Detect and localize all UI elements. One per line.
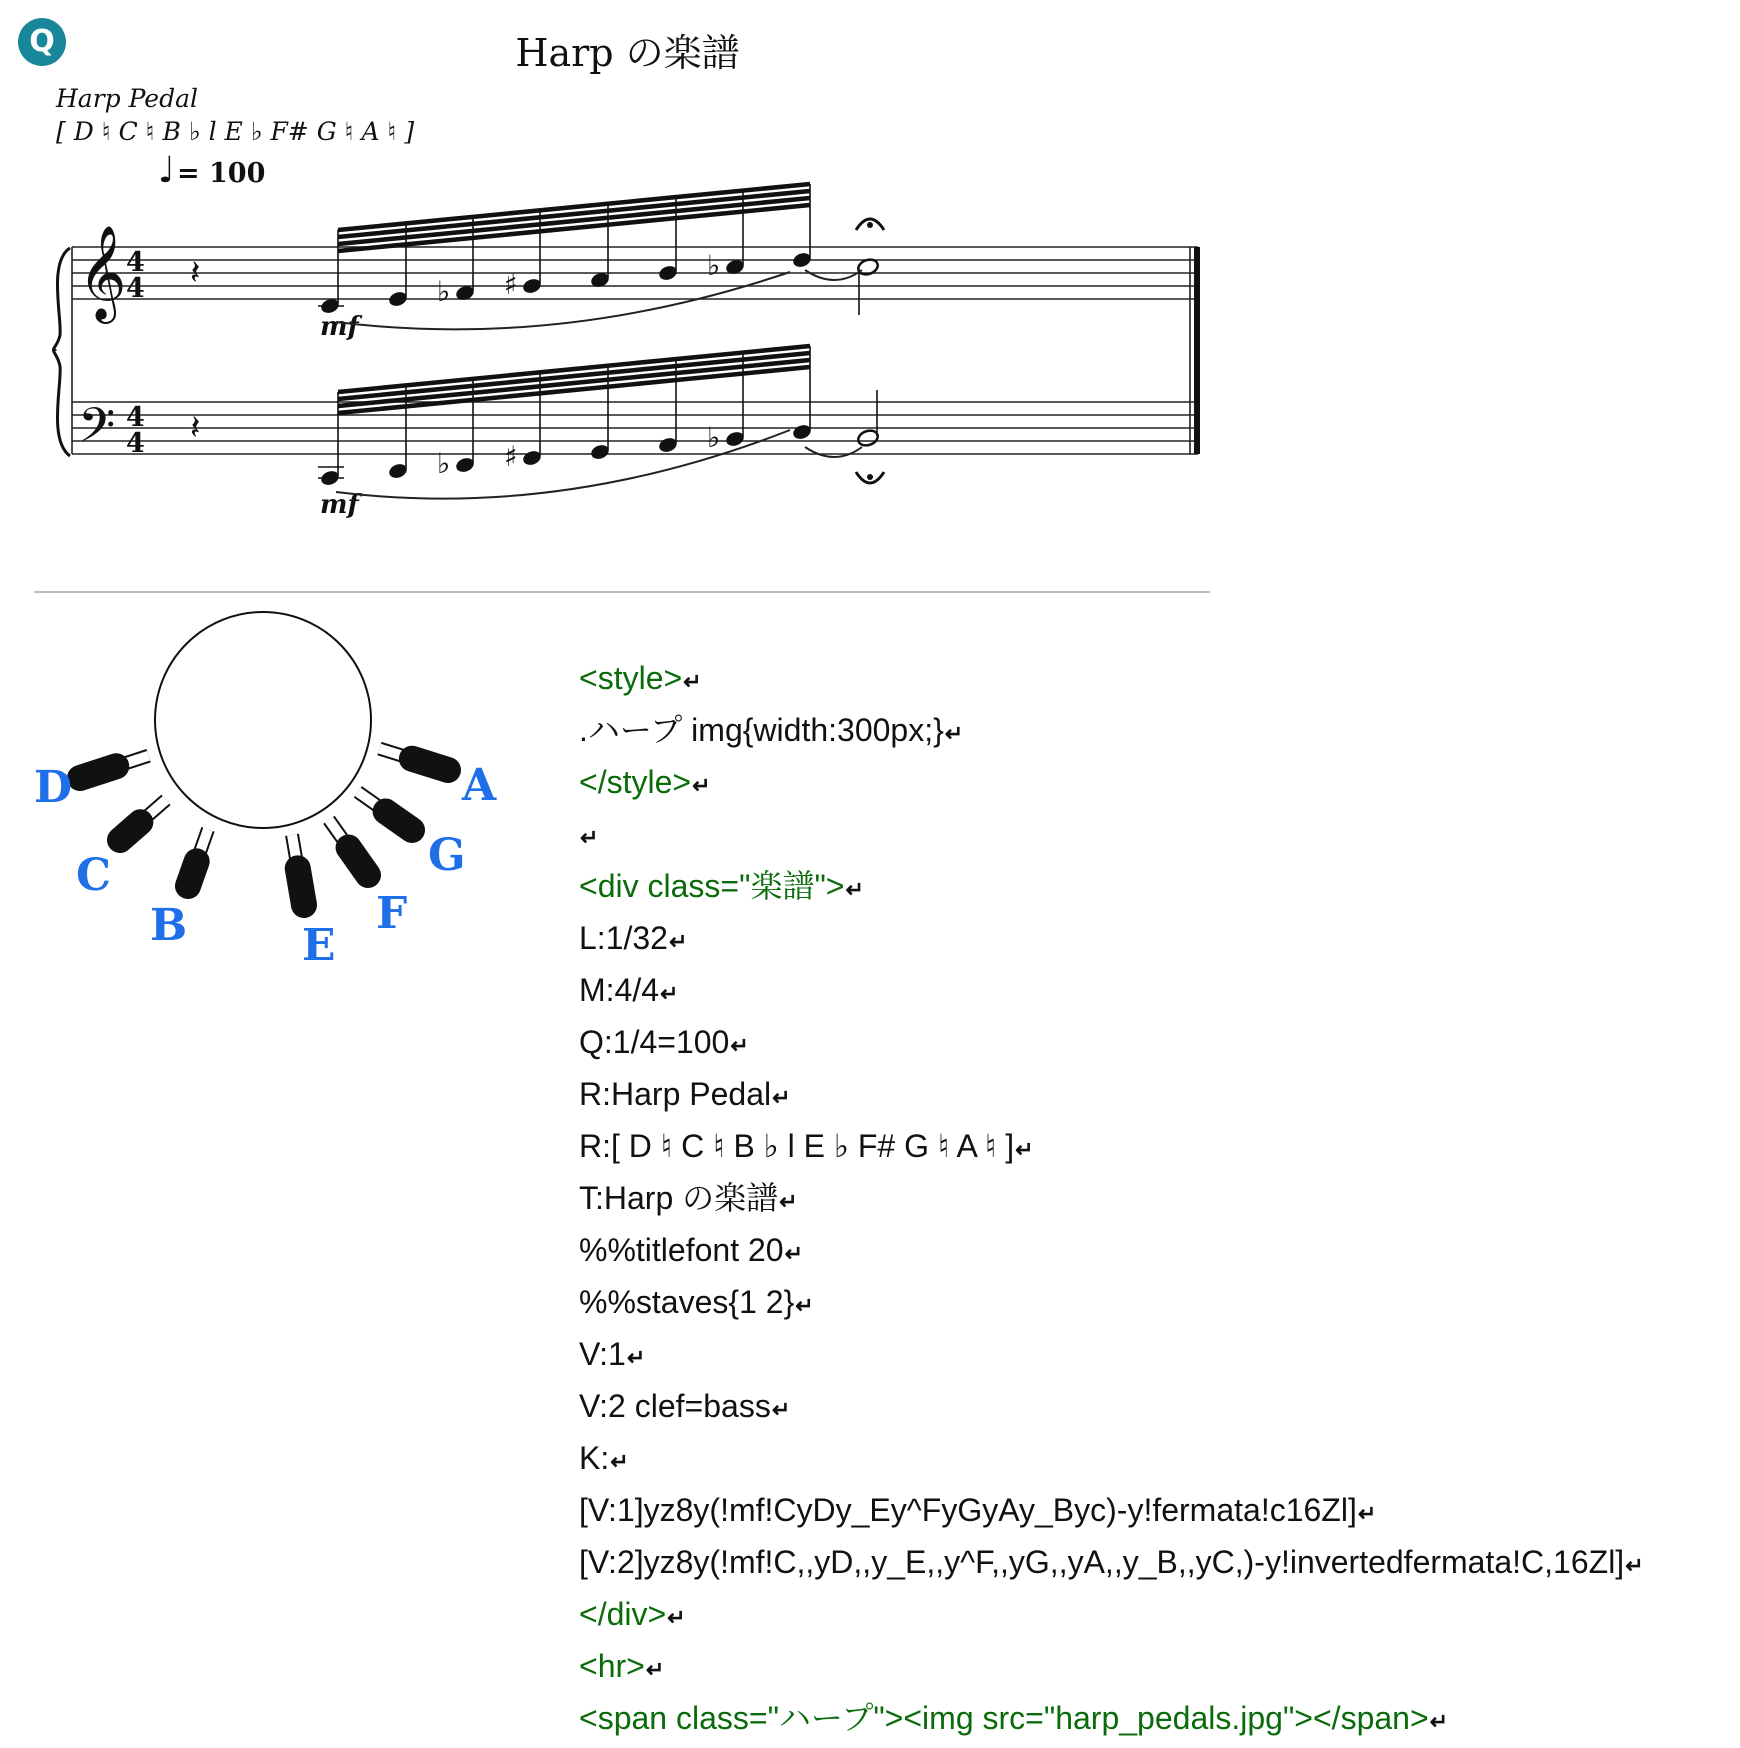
svg-text:4: 4 <box>126 428 145 459</box>
code-line-text: <style> <box>579 660 683 696</box>
flat-icon: ♭ <box>437 447 451 480</box>
code-line <box>579 756 1644 808</box>
tempo-value: = 100 <box>176 158 266 189</box>
pedal-label-g: G <box>428 830 466 881</box>
tie-treble <box>805 270 862 280</box>
pedal-label-b: B <box>150 900 188 951</box>
tie-bass <box>805 447 862 457</box>
pedal-setting-label: [ D ♮ C ♮ B ♭ l E ♭ F# G ♮ A ♮ ] <box>56 117 415 146</box>
code-line <box>579 1692 1644 1744</box>
bass-clef-icon: 𝄢 <box>78 397 116 465</box>
return-icon: ↵ <box>580 825 599 850</box>
return-icon: ↵ <box>795 1293 814 1318</box>
code-line-text: <span class="ハープ"><img src="harp_pedals.jpg"></span> <box>579 1700 1429 1736</box>
code-line-text: V:2 clef=bass <box>579 1388 771 1424</box>
code-line <box>579 704 1644 756</box>
pedal-label-c: C <box>76 850 112 901</box>
pedal-lever <box>358 792 412 830</box>
code-line-text: <div class="楽譜"> <box>579 868 845 904</box>
pedal-label-e: E <box>302 920 336 971</box>
sharp-icon: ♯ <box>504 440 518 473</box>
return-icon: ↵ <box>667 1605 686 1630</box>
code-line-text: %%staves{1 2} <box>579 1284 795 1320</box>
code-line-text: Q:1/4=100 <box>579 1024 730 1060</box>
flat-icon: ♭ <box>437 275 451 308</box>
code-line <box>579 1380 1644 1432</box>
pedal-hub <box>155 612 371 828</box>
return-icon: ↵ <box>683 669 702 694</box>
code-line-text: [V:1]yz8y(!mf!CyDy_Ey^FyGyAy_Byc)-y!fermata!c16Zl] <box>579 1492 1357 1528</box>
code-line <box>579 1120 1644 1172</box>
pedal-lever <box>292 835 304 905</box>
code-line-text: [V:2]yz8y(!mf!C,,yD,,y_E,,y^F,,yG,,yA,,y_B,,yC,)-y!invertedfermata!C,16Zl] <box>579 1544 1625 1580</box>
code-line <box>579 1224 1644 1276</box>
return-icon: ↵ <box>771 1397 791 1422</box>
rhythm-label: Harp Pedal <box>56 84 199 113</box>
return-icon: ↵ <box>1015 1137 1034 1162</box>
pedal-lever <box>120 800 166 840</box>
code-line <box>579 1588 1644 1640</box>
treble-clef-icon: 𝄞 <box>78 225 127 320</box>
pedal-lever <box>80 756 149 778</box>
return-icon: ↵ <box>944 721 964 746</box>
return-icon: ↵ <box>779 1189 798 1214</box>
code-line <box>579 1432 1644 1484</box>
return-icon: ↵ <box>668 929 688 954</box>
code-line <box>579 1328 1644 1380</box>
question-badge: Q <box>18 18 66 66</box>
flat-icon: ♭ <box>707 249 721 282</box>
code-line-text: M:4/4 <box>579 972 660 1008</box>
code-line-text: </div> <box>579 1596 667 1632</box>
return-icon: ↵ <box>660 981 679 1006</box>
code-line <box>579 1536 1644 1588</box>
svg-text:4: 4 <box>126 247 145 278</box>
code-line <box>579 912 1644 964</box>
pedal-lever <box>188 829 208 886</box>
return-icon: ↵ <box>730 1033 749 1058</box>
return-icon: ↵ <box>692 773 711 798</box>
quarter-note-icon: ♩ <box>158 150 175 191</box>
fermata-icon <box>856 219 884 230</box>
pedal-lever <box>329 820 368 875</box>
code-line <box>579 808 1644 860</box>
return-icon: ↵ <box>784 1241 803 1266</box>
quarter-rest-icon: 𝄽 <box>190 253 201 293</box>
svg-text:4: 4 <box>126 273 145 304</box>
code-line-text: T:Harp の楽譜 <box>579 1180 779 1216</box>
return-icon: ↵ <box>626 1345 646 1370</box>
code-line <box>579 1068 1644 1120</box>
code-listing <box>579 652 1644 1744</box>
dynamic-mf-treble: mf <box>320 312 359 342</box>
flat-icon: ♭ <box>707 421 721 454</box>
code-line <box>579 652 1644 704</box>
return-icon: ↵ <box>1429 1709 1449 1734</box>
sharp-icon: ♯ <box>504 268 518 301</box>
pedal-lever <box>379 749 448 770</box>
score-title: Harp の楽譜 <box>515 31 740 75</box>
code-line-text: <hr> <box>579 1648 645 1684</box>
code-line <box>579 1016 1644 1068</box>
code-line <box>579 1172 1644 1224</box>
code-line <box>579 1640 1644 1692</box>
code-line-text: R:Harp Pedal <box>579 1076 772 1112</box>
code-line-text: %%titlefont 20 <box>579 1232 784 1268</box>
return-icon: ↵ <box>645 1657 665 1682</box>
code-line-text: .ハープ img{width:300px;} <box>579 712 944 748</box>
code-line <box>579 1276 1644 1328</box>
final-barline-thick <box>1194 247 1200 454</box>
inverted-fermata-icon <box>856 472 884 483</box>
svg-text:4: 4 <box>126 402 145 433</box>
code-line <box>579 860 1644 912</box>
return-icon: ↵ <box>1625 1553 1644 1578</box>
quarter-rest-icon: 𝄽 <box>190 408 201 448</box>
pedal-label-d: D <box>34 762 73 813</box>
code-line-text: V:1 <box>579 1336 626 1372</box>
dynamic-mf-bass: mf <box>320 490 359 520</box>
code-line <box>579 964 1644 1016</box>
return-icon: ↵ <box>610 1449 629 1474</box>
code-line-text: K: <box>579 1440 610 1476</box>
pedal-label-a: A <box>462 760 497 811</box>
pedal-label-f: F <box>376 888 408 939</box>
code-line-text: L:1/32 <box>579 920 668 956</box>
code-line-text: R:[ D ♮ C ♮ B ♭ l E ♭ F# G ♮ A ♮ ] <box>579 1128 1015 1164</box>
return-icon: ↵ <box>1357 1501 1377 1526</box>
return-icon: ↵ <box>845 877 864 902</box>
code-line <box>579 1484 1644 1536</box>
harp-pedals-diagram <box>0 0 560 1000</box>
return-icon: ↵ <box>772 1085 791 1110</box>
code-line-text: </style> <box>579 764 692 800</box>
